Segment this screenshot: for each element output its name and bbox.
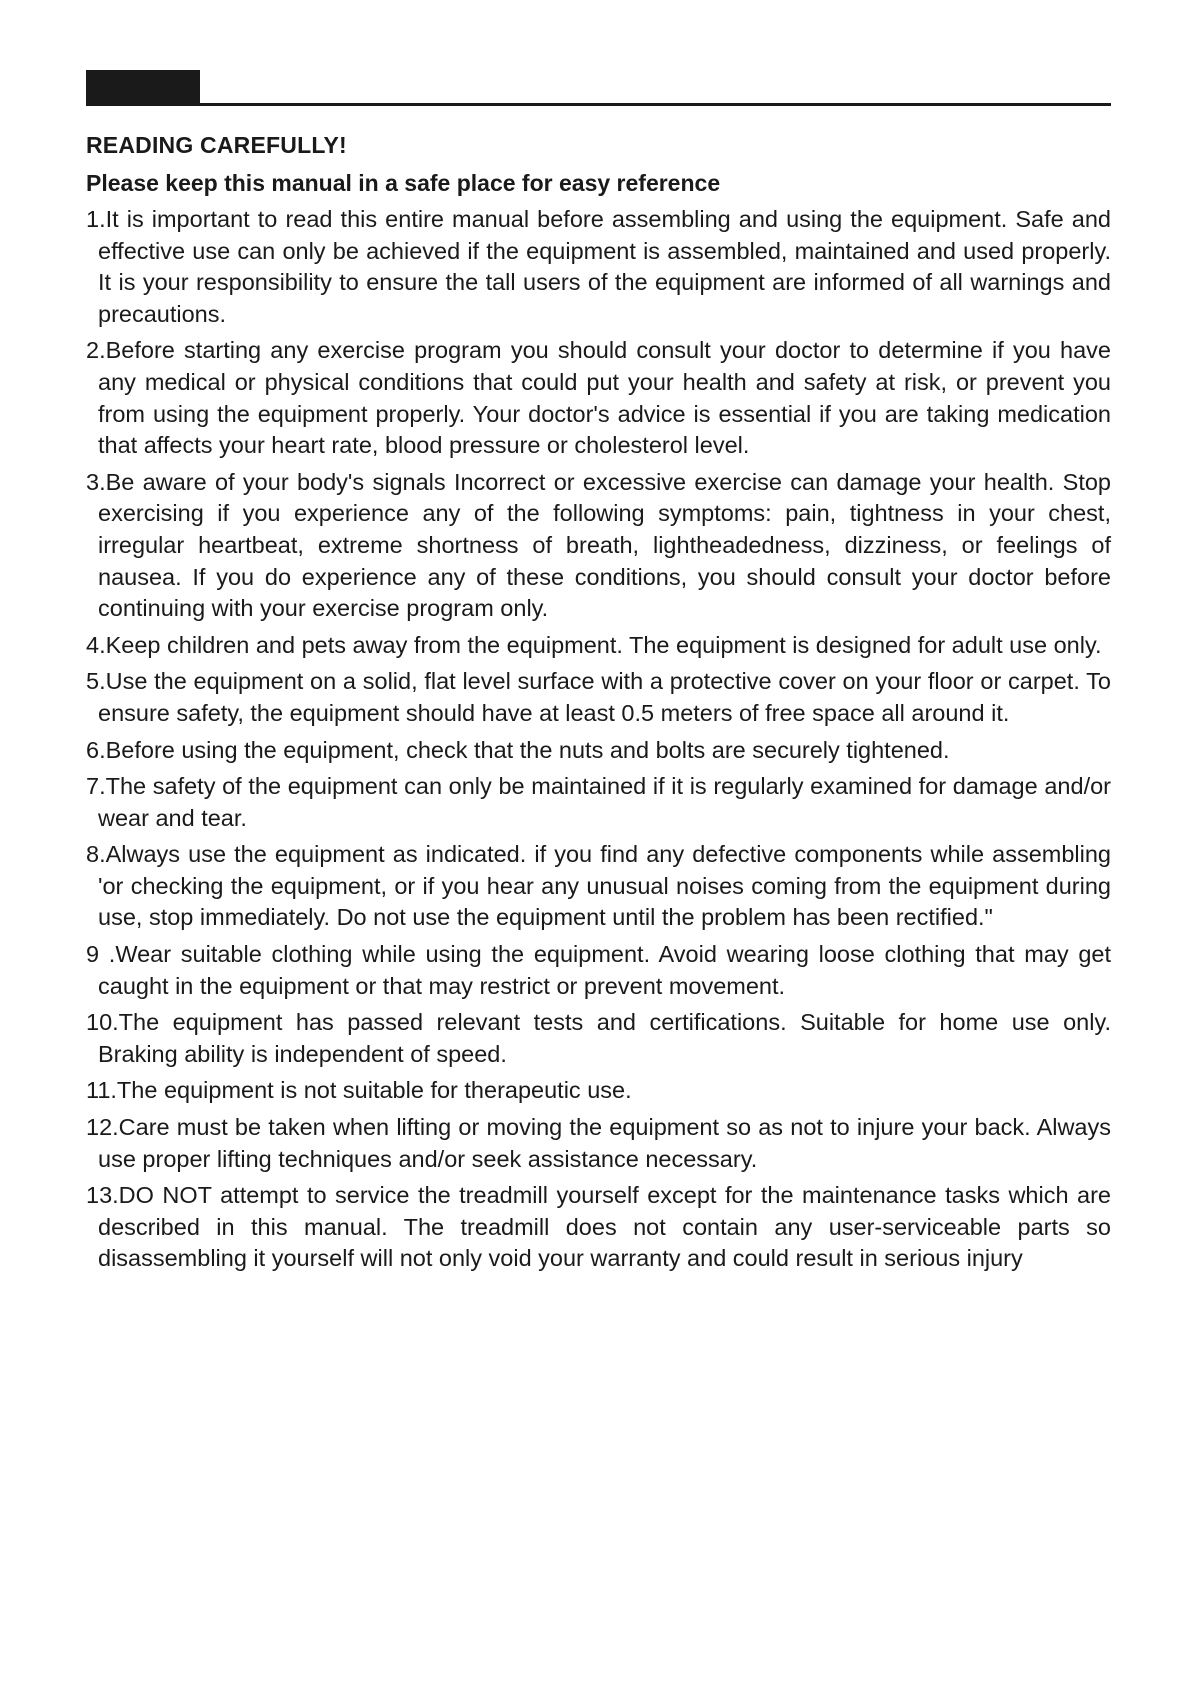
safety-instructions-list xyxy=(86,204,1111,1275)
instruction-item-6: 6.Before using the equipment, check that the nuts and bolts are securely tightened. xyxy=(86,736,950,763)
instruction-item-9: 9 .Wear suitable clothing while using the equipment. Avoid wearing loose clothing that may get caught in the equipment or that may restrict or prevent movement. xyxy=(86,941,1111,999)
instruction-item-3: 3.Be aware of your body's signals Incorrect or excessive exercise can damage your health. Stop exercising if you experience any of the following symptoms: pain, tightness in your chest, irregular heartbeat, extreme shortness of breath, lightheadedness, dizziness, or feelings of nausea. If you do experience any of these conditions, you should consult your doctor before continuing with your exercise program only. xyxy=(86,468,1111,622)
instruction-item-8: 8.Always use the equipment as indicated. if you find any defective components while assembling 'or checking the equipment, or if you hear any unusual noises coming from the equipment during use, stop immediately. Do not use the equipment until the problem has been rectified." xyxy=(86,841,1111,931)
instruction-item-2: 2.Before starting any exercise program you should consult your doctor to determine if you have any medical or physical conditions that could put your health and safety at risk, or prevent you from using the equipment properly. Your doctor's advice is essential if you are taking medication that affects your heart rate, blood pressure or cholesterol level. xyxy=(86,337,1111,459)
instruction-item-12: 12.Care must be taken when lifting or moving the equipment so as not to injure your back. Always use proper lifting techniques and/or seek assistance necessary. xyxy=(86,1114,1111,1172)
page-heading: READING CAREFULLY! xyxy=(86,132,347,158)
manual-content xyxy=(86,128,1111,1280)
instruction-item-4: 4.Keep children and pets away from the equipment. The equipment is designed for adult use only. xyxy=(86,631,1102,658)
instruction-item-7: 7.The safety of the equipment can only be maintained if it is regularly examined for damage and/or wear and tear. xyxy=(86,773,1111,831)
instruction-item-5: 5.Use the equipment on a solid, flat level surface with a protective cover on your floor or carpet. To ensure safety, the equipment should have at least 0.5 meters of free space all around it. xyxy=(86,668,1111,726)
instruction-item-10: 10.The equipment has passed relevant tests and certifications. Suitable for home use only. Braking ability is independent of speed. xyxy=(86,1009,1111,1067)
page-subheading: Please keep this manual in a safe place for easy reference xyxy=(86,170,721,196)
header-black-tab xyxy=(86,70,200,106)
instruction-item-13: 13.DO NOT attempt to service the treadmill yourself except for the maintenance tasks which are described in this manual. The treadmill does not contain any user-serviceable parts so disassembling it yourself will not only void your warranty and could result in serious injury xyxy=(86,1182,1111,1272)
instruction-item-1: 1.It is important to read this entire manual before assembling and using the equipment. Safe and effective use can only be achieved if the equipment is assembled, maintained and used properly. It is your responsibility to ensure the tall users of the equipment are informed of all warnings and precautions. xyxy=(86,206,1111,327)
page-header-bar xyxy=(86,70,1111,106)
instruction-item-11: 11.The equipment is not suitable for therapeutic use. xyxy=(86,1077,632,1104)
header-rule-line xyxy=(200,103,1111,106)
